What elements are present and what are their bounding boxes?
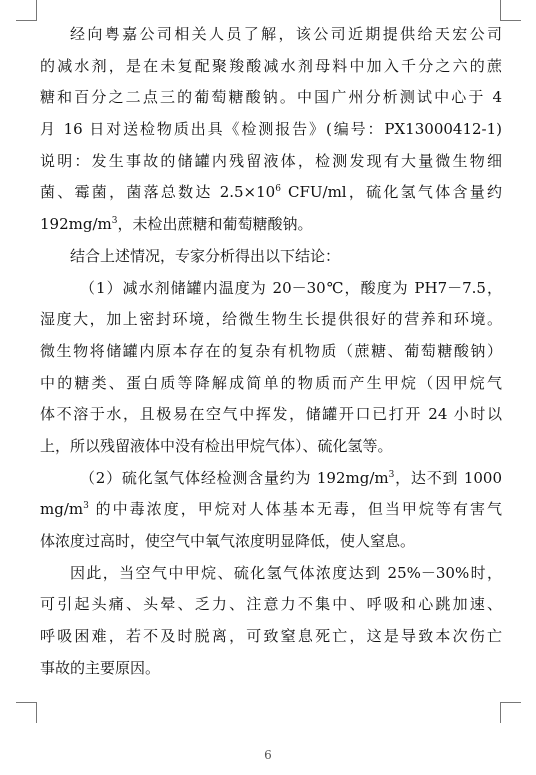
- text-line: 可引起头痛、头晕、乏力、注意力不集中、呼吸和心跳加速、: [40, 595, 502, 614]
- text-fragment: mg/m: [40, 500, 84, 519]
- text-line: 事故的主要原因。: [40, 658, 161, 677]
- body-text: [40, 19, 502, 684]
- text-line: 体浓度过高时，使空气中氧气浓度明显降低，使人窒息。: [40, 532, 416, 550]
- text-line: [40, 209, 502, 241]
- superscript: 3: [388, 469, 395, 480]
- text-line: 月 16 日对送检物质出具《检测报告》(编号：PX13000412-1): [40, 120, 502, 139]
- crop-mark-top-left: [16, 0, 37, 21]
- text-fragment: 菌、霉菌，菌落总数达 2.5×10: [40, 183, 276, 202]
- text-line: 结合上述情况，专家分析得出以下结论：: [70, 246, 341, 265]
- text-fragment: （2）硫化氢气体经检测含量约为 192mg/m: [80, 468, 389, 487]
- text-fragment: ，未检出蔗糖和葡萄糖酸钠。: [117, 215, 313, 234]
- text-line: 的减水剂，是在未复配聚羧酸减水剂母料中加入千分之六的蔗: [40, 56, 502, 75]
- superscript: 3: [111, 216, 118, 227]
- text-fragment: ，达不到 1000: [394, 468, 502, 487]
- text-line: 说明：发生事故的储罐内残留液体，检测发现有大量微生物细: [40, 151, 502, 170]
- crop-mark-bottom-left: [16, 702, 37, 723]
- text-fragment: 的中毒浓度，甲烷对人体基本无毒，但当甲烷等有害气: [88, 500, 502, 519]
- text-line: 呼吸困难，若不及时脱离，可致窒息死亡，这是导致本次伤亡: [40, 627, 502, 646]
- text-line: 湿度大，加上密封环境，给微生物生长提供很好的营养和环境。: [40, 310, 502, 329]
- text-fragment: 192mg/m: [40, 215, 112, 234]
- text-line: （1）减水剂储罐内温度为 20－30℃，酸度为 PH7－7.5，: [80, 278, 502, 297]
- text-line: [40, 494, 502, 526]
- text-line: 上，所以残留液体中没有检出甲烷气体）、硫化氢等。: [40, 436, 393, 455]
- text-line: 体不溶于水，且极易在空气中挥发，储罐开口已打开 24 小时以: [40, 405, 502, 424]
- text-line: 糖和百分之二点三的葡萄糖酸钠。中国广州分析测试中心于 4: [40, 88, 502, 107]
- page-number: 6: [264, 748, 272, 762]
- text-fragment: CFU/ml，硫化氢气体含量约: [280, 183, 502, 202]
- crop-mark-top-right: [500, 0, 521, 21]
- text-line: 中的糖类、蛋白质等降解成简单的物质而产生甲烷（因甲烷气: [40, 373, 502, 392]
- text-line: [40, 177, 502, 209]
- text-line: 因此，当空气中甲烷、硫化氢气体浓度达到 25%－30%时，: [70, 563, 502, 582]
- text-line: [40, 463, 502, 495]
- text-line: 微生物将储罐内原本存在的复杂有机物质（蔗糖、葡萄糖酸钠）: [40, 341, 502, 360]
- superscript: 6: [275, 184, 281, 195]
- text-line: 经向粤嘉公司相关人员了解，该公司近期提供给天宏公司: [70, 25, 502, 43]
- superscript: 3: [83, 501, 89, 512]
- crop-mark-bottom-right: [500, 702, 521, 723]
